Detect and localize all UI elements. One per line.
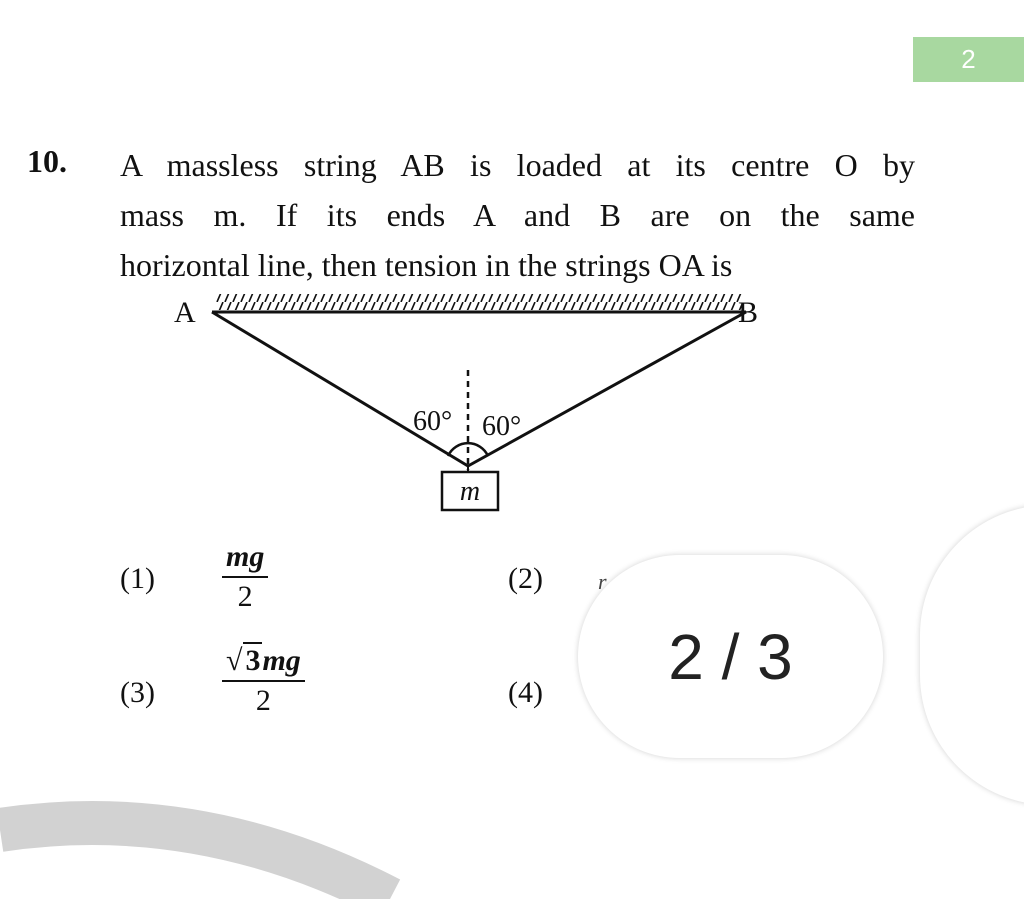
side-popup-edge[interactable]	[920, 505, 1024, 805]
option-1-numerator: mg	[226, 540, 265, 573]
option-3-label[interactable]: (3)	[120, 676, 155, 709]
popup-text: 2 / 3	[668, 620, 793, 693]
option-1-fraction[interactable]	[222, 540, 268, 614]
option-3-denominator: 2	[255, 684, 271, 717]
option-2-label[interactable]: (2)	[508, 562, 543, 595]
question-text	[120, 140, 915, 290]
answer-popup[interactable]	[578, 555, 883, 758]
page-number-badge: 2	[913, 37, 1024, 82]
label-b: B	[738, 296, 759, 329]
angle-right-label: 60°	[482, 411, 522, 442]
string-diagram	[160, 288, 800, 528]
string-ob	[468, 312, 746, 466]
option-3-sqrt-arg: 3	[245, 644, 261, 677]
question-line-2: mass m. If its ends A and B are on the same	[120, 197, 915, 233]
string-oa	[212, 312, 468, 466]
option-1-denominator: 2	[237, 580, 253, 613]
question-number: 10.	[27, 143, 67, 179]
label-a: A	[174, 296, 196, 329]
sqrt-icon: √ 3	[226, 644, 261, 677]
option-3-numerator-rest: mg	[262, 644, 301, 677]
stray-mark: r	[598, 569, 607, 594]
mass-label: m	[459, 476, 481, 507]
question-line-3: horizontal line, then tension in the strings OA is	[120, 247, 733, 283]
option-1-label[interactable]: (1)	[120, 562, 155, 595]
question-line-1: A massless string AB is loaded at its centre O by	[120, 147, 915, 183]
option-3-fraction[interactable]	[222, 642, 305, 718]
background-arc	[0, 780, 420, 899]
angle-left-label: 60°	[413, 406, 453, 437]
option-3-numerator	[222, 642, 305, 680]
option-4-label[interactable]: (4)	[508, 676, 543, 709]
ceiling-hatching	[216, 294, 742, 310]
